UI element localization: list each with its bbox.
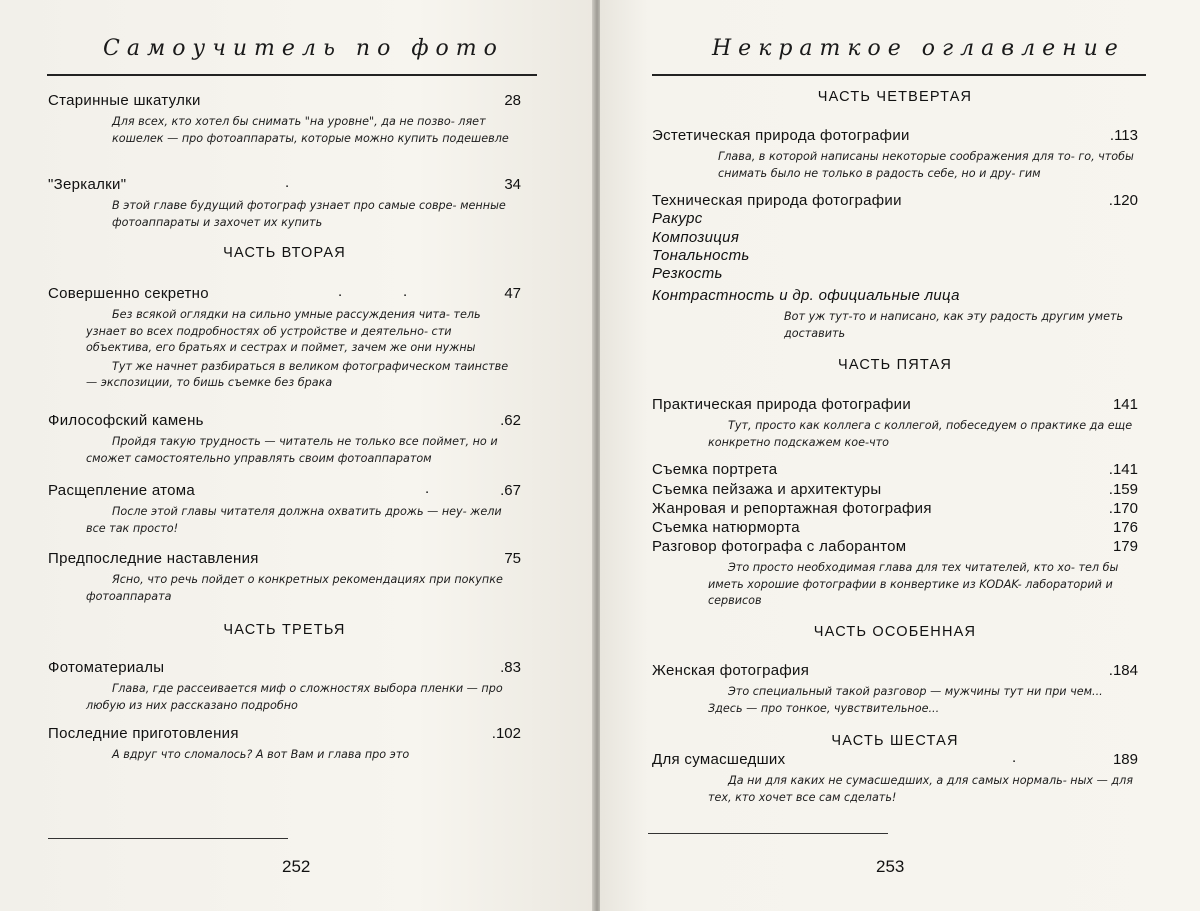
part-heading: ЧАСТЬ ТРЕТЬЯ	[223, 622, 346, 638]
entry-description: Да ни для каких не сумасшедших, а для самых нормаль- ных — для тех, кто хочет все сам сделать!	[708, 774, 1133, 804]
toc-entry	[48, 285, 521, 392]
entry-page: 75	[504, 550, 521, 567]
page-number: 252	[282, 857, 311, 876]
entry-page: .120	[1108, 192, 1138, 209]
toc-entry	[48, 550, 521, 605]
entry-title: Расщепление атома	[48, 482, 196, 499]
entry-title: "Зеркалки"	[48, 176, 127, 193]
entry-title: Съемка натюрморта	[652, 519, 800, 536]
entry-title: Съемка портрета	[652, 461, 778, 478]
toc-entry	[48, 176, 521, 231]
subentry-title: Контрастность и др. официальные лица	[652, 287, 960, 304]
entry-title: Философский камень	[48, 412, 204, 429]
part-heading: ЧАСТЬ ПЯТАЯ	[837, 357, 953, 373]
entry-description: Без всякой оглядки на сильно умные рассуждения чита- тель узнает во всех подробностях об устройстве и деятельно- сти объектива, его братьях и сестрах и поймет, зачем же они нужны	[86, 308, 481, 354]
entry-title: Жанровая и репортажная фотография	[652, 500, 932, 517]
part-heading: ЧАСТЬ ОСОБЕННАЯ	[813, 624, 977, 640]
right-page	[600, 0, 1200, 911]
running-head-right: Некраткое оглавление	[712, 36, 1125, 61]
entry-description: После этой главы читателя должна охватить дрожь — неу- жели все так просто!	[86, 505, 502, 535]
part-heading: ЧАСТЬ ШЕСТАЯ	[831, 733, 959, 749]
entry-title: Фотоматериалы	[48, 659, 165, 676]
entry-description: Вот уж тут-то и написано, как эту радость другим уметь доставить	[784, 310, 1124, 340]
entry-title: Женская фотография	[652, 662, 810, 679]
footer-rule	[648, 833, 888, 834]
page-number: 253	[876, 857, 905, 876]
entry-title: Эстетическая природа фотографии	[652, 127, 910, 144]
entry-description: Глава, где рассеивается миф о сложностях выбора пленки — про любую из них рассказано подробно	[86, 682, 503, 712]
entry-page: .159	[1108, 481, 1138, 498]
toc-entry	[48, 482, 521, 537]
entry-description: Пройдя такую трудность — читатель не только все поймет, но и сможет самостоятельно управлять своим фотоаппаратом	[86, 435, 498, 465]
entry-page: 176	[1112, 519, 1138, 536]
entry-title: Совершенно секретно	[48, 285, 209, 302]
entry-page: .83	[500, 659, 521, 676]
toc-entry	[48, 725, 521, 764]
toc-entry	[48, 412, 521, 467]
entry-page: .170	[1108, 500, 1138, 517]
entry-description: Для всех, кто хотел бы снимать "на уровне", да не позво- ляет кошелек — про фотоаппараты, которые можно купить подешевле	[112, 115, 509, 145]
toc-subentry	[652, 247, 1138, 267]
part-heading: ЧАСТЬ ЧЕТВЕРТАЯ	[817, 89, 973, 105]
subentry-title: Ракурс	[652, 210, 703, 227]
toc-entry	[48, 92, 521, 147]
leader-dot: .	[338, 283, 343, 300]
entry-page: .141	[1108, 461, 1138, 478]
entry-description: Тут, просто как коллега с коллегой, побеседуем о практике да еще конкретно подскажем кое-что	[708, 419, 1133, 449]
toc-entry	[652, 396, 1138, 451]
leader-dot: .	[285, 174, 290, 191]
toc-entry	[48, 659, 521, 714]
entry-title: Съемка пейзажа и архитектуры	[652, 481, 882, 498]
toc-entry	[652, 538, 1138, 610]
subentry-title: Композиция	[652, 229, 740, 246]
toc-entry	[652, 500, 1138, 520]
subentry-title: Тональность	[652, 247, 750, 264]
entry-page: .67	[500, 482, 521, 499]
entry-title: Для сумасшедших	[652, 751, 786, 768]
entry-page: 189	[1112, 751, 1138, 768]
subentry-title: Резкость	[652, 265, 723, 282]
entry-title: Практическая природа фотографии	[652, 396, 912, 413]
leader-dot: .	[1012, 749, 1017, 766]
toc-entry	[652, 461, 1138, 481]
running-head-left: Самоучитель по фото	[103, 36, 504, 61]
entry-page: 28	[504, 92, 521, 109]
toc-subentry	[652, 265, 1138, 285]
entry-page: .184	[1108, 662, 1138, 679]
toc-entry	[652, 662, 1138, 717]
entry-description: А вдруг что сломалось? А вот Вам и глава про это	[112, 748, 410, 761]
toc-subentry	[652, 229, 1138, 249]
leader-dot: .	[425, 480, 430, 497]
header-rule	[47, 74, 537, 76]
toc-entry	[652, 519, 1138, 539]
entry-page: 34	[504, 176, 521, 193]
leader-dot: .	[403, 283, 408, 300]
entry-title: Старинные шкатулки	[48, 92, 201, 109]
entry-page: 47	[504, 285, 521, 302]
entry-description: Тут же начнет разбираться в великом фотографическом таинстве — экспозиции, то бишь съемке без брака	[86, 359, 509, 389]
toc-subentry	[652, 210, 1138, 230]
toc-entry	[652, 127, 1138, 182]
entry-page: .102	[491, 725, 521, 742]
entry-page: 141	[1112, 396, 1138, 413]
entry-page: 179	[1112, 538, 1138, 555]
left-page	[0, 0, 596, 911]
entry-description: Глава, в которой написаны некоторые соображения для то- го, чтобы снимать было не только в радость себе, но и дру- гим	[718, 150, 1134, 180]
footer-rule	[48, 838, 288, 839]
toc-entry	[652, 751, 1138, 806]
toc-entry	[652, 481, 1138, 501]
toc-subentry	[652, 287, 1138, 342]
toc-entry	[652, 192, 1138, 212]
entry-title: Последние приготовления	[48, 725, 239, 742]
entry-page: .113	[1109, 127, 1138, 144]
entry-title: Разговор фотографа с лаборантом	[652, 538, 907, 555]
entry-description: Это просто необходимая глава для тех читателей, кто хо- тел бы иметь хорошие фотографии в конвертике из KODAK- лабораторий и сервисов	[708, 561, 1119, 607]
entry-title: Техническая природа фотографии	[652, 192, 902, 209]
entry-page: .62	[500, 412, 521, 429]
entry-title: Предпоследние наставления	[48, 550, 259, 567]
part-heading: ЧАСТЬ ВТОРАЯ	[223, 245, 346, 261]
entry-description: Ясно, что речь пойдет о конкретных рекомендациях при покупке фотоаппарата	[86, 573, 503, 603]
entry-description: В этой главе будущий фотограф узнает про самые совре- менные фотоаппараты и захочет их купить	[112, 199, 506, 229]
header-rule	[652, 74, 1146, 76]
entry-description: Это специальный такой разговор — мужчины тут ни при чем... Здесь — про тонкое, чувствительное...	[708, 685, 1103, 715]
